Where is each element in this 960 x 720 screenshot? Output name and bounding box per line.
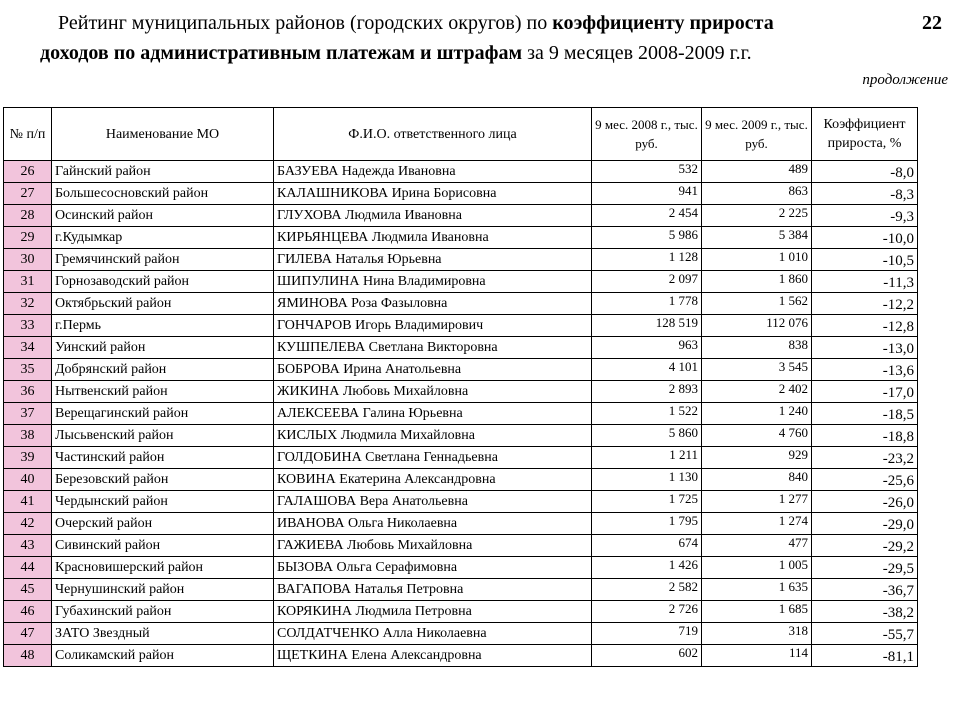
municipality-name: Нытвенский район — [52, 381, 274, 403]
value-2009: 1 274 — [702, 513, 812, 535]
table-row — [4, 161, 918, 183]
value-2008: 674 — [592, 535, 702, 557]
municipality-name: Соликамский район — [52, 645, 274, 667]
header-num: № п/п — [4, 108, 52, 161]
title-line1-bold: коэффициенту прироста — [552, 12, 774, 34]
value-2009: 929 — [702, 447, 812, 469]
row-number: 48 — [4, 645, 52, 667]
row-number: 26 — [4, 161, 52, 183]
table-row — [4, 557, 918, 579]
responsible-person: КИРЬЯНЦЕВА Людмила Ивановна — [274, 227, 592, 249]
row-number: 46 — [4, 601, 52, 623]
header-coef: Коэффициент прироста, % — [812, 108, 918, 161]
value-2008: 1 128 — [592, 249, 702, 271]
row-number: 27 — [4, 183, 52, 205]
table-row — [4, 381, 918, 403]
row-number: 36 — [4, 381, 52, 403]
value-2009: 112 076 — [702, 315, 812, 337]
municipality-name: Лысьвенский район — [52, 425, 274, 447]
row-number: 31 — [4, 271, 52, 293]
value-2009: 477 — [702, 535, 812, 557]
municipality-name: Гайнский район — [52, 161, 274, 183]
value-2008: 1 211 — [592, 447, 702, 469]
responsible-person: ЩЕТКИНА Елена Александровна — [274, 645, 592, 667]
responsible-person: ГАЛАШОВА Вера Анатольевна — [274, 491, 592, 513]
row-number: 47 — [4, 623, 52, 645]
growth-coefficient: -29,2 — [812, 535, 918, 557]
title-line2-bold: доходов по административным платежам и штрафам — [40, 42, 523, 64]
value-2009: 1 860 — [702, 271, 812, 293]
growth-coefficient: -26,0 — [812, 491, 918, 513]
value-2008: 963 — [592, 337, 702, 359]
municipality-name: Верещагинский район — [52, 403, 274, 425]
value-2008: 602 — [592, 645, 702, 667]
value-2008: 1 426 — [592, 557, 702, 579]
value-2008: 719 — [592, 623, 702, 645]
growth-coefficient: -17,0 — [812, 381, 918, 403]
row-number: 35 — [4, 359, 52, 381]
growth-coefficient: -55,7 — [812, 623, 918, 645]
table-row — [4, 601, 918, 623]
table-row — [4, 491, 918, 513]
growth-coefficient: -29,5 — [812, 557, 918, 579]
growth-coefficient: -10,0 — [812, 227, 918, 249]
responsible-person: СОЛДАТЧЕНКО Алла Николаевна — [274, 623, 592, 645]
table-row — [4, 535, 918, 557]
growth-coefficient: -12,8 — [812, 315, 918, 337]
municipality-name: Губахинский район — [52, 601, 274, 623]
municipality-name: Чердынский район — [52, 491, 274, 513]
responsible-person: БАЗУЕВА Надежда Ивановна — [274, 161, 592, 183]
growth-coefficient: -9,3 — [812, 205, 918, 227]
growth-coefficient: -11,3 — [812, 271, 918, 293]
value-2009: 1 005 — [702, 557, 812, 579]
value-2009: 4 760 — [702, 425, 812, 447]
value-2009: 489 — [702, 161, 812, 183]
responsible-person: ЖИКИНА Любовь Михайловна — [274, 381, 592, 403]
municipality-name: Красновишерский район — [52, 557, 274, 579]
table-header-row — [4, 108, 918, 161]
row-number: 43 — [4, 535, 52, 557]
table-row — [4, 579, 918, 601]
row-number: 28 — [4, 205, 52, 227]
value-2009: 2 402 — [702, 381, 812, 403]
value-2008: 5 986 — [592, 227, 702, 249]
municipality-name: Сивинский район — [52, 535, 274, 557]
growth-coefficient: -23,2 — [812, 447, 918, 469]
table-row — [4, 425, 918, 447]
responsible-person: ГОЛДОБИНА Светлана Геннадьевна — [274, 447, 592, 469]
value-2009: 3 545 — [702, 359, 812, 381]
value-2008: 2 582 — [592, 579, 702, 601]
row-number: 45 — [4, 579, 52, 601]
value-2009: 1 685 — [702, 601, 812, 623]
value-2008: 4 101 — [592, 359, 702, 381]
value-2009: 318 — [702, 623, 812, 645]
table-row — [4, 205, 918, 227]
municipality-name: Осинский район — [52, 205, 274, 227]
page-number: 22 — [922, 12, 942, 34]
table-row — [4, 403, 918, 425]
table-row — [4, 359, 918, 381]
row-number: 41 — [4, 491, 52, 513]
responsible-person: ГЛУХОВА Людмила Ивановна — [274, 205, 592, 227]
row-number: 30 — [4, 249, 52, 271]
municipality-name: Очерский район — [52, 513, 274, 535]
row-number: 29 — [4, 227, 52, 249]
responsible-person: КАЛАШНИКОВА Ирина Борисовна — [274, 183, 592, 205]
value-2008: 5 860 — [592, 425, 702, 447]
title-line2-text: за 9 месяцев 2008-2009 г.г. — [522, 42, 752, 64]
municipality-name: Березовский район — [52, 469, 274, 491]
responsible-person: КОВИНА Екатерина Александровна — [274, 469, 592, 491]
table-row — [4, 271, 918, 293]
table-row — [4, 447, 918, 469]
growth-coefficient: -18,5 — [812, 403, 918, 425]
value-2009: 1 277 — [702, 491, 812, 513]
table-row — [4, 623, 918, 645]
title-line1-text: Рейтинг муниципальных районов (городских округов) по — [58, 12, 553, 34]
responsible-person: ЯМИНОВА Роза Фазыловна — [274, 293, 592, 315]
value-2008: 1 795 — [592, 513, 702, 535]
responsible-person: ГАЖИЕВА Любовь Михайловна — [274, 535, 592, 557]
value-2009: 2 225 — [702, 205, 812, 227]
responsible-person: АЛЕКСЕЕВА Галина Юрьевна — [274, 403, 592, 425]
table-row — [4, 469, 918, 491]
responsible-person: ГИЛЕВА Наталья Юрьевна — [274, 249, 592, 271]
municipality-name: Гремячинский район — [52, 249, 274, 271]
table-row — [4, 249, 918, 271]
row-number: 44 — [4, 557, 52, 579]
row-number: 42 — [4, 513, 52, 535]
municipality-name: Горнозаводский район — [52, 271, 274, 293]
growth-coefficient: -29,0 — [812, 513, 918, 535]
municipality-name: г.Пермь — [52, 315, 274, 337]
municipality-name: Частинский район — [52, 447, 274, 469]
table-row — [4, 183, 918, 205]
value-2008: 2 726 — [592, 601, 702, 623]
value-2009: 1 240 — [702, 403, 812, 425]
row-number: 34 — [4, 337, 52, 359]
growth-coefficient: -36,7 — [812, 579, 918, 601]
value-2008: 532 — [592, 161, 702, 183]
growth-coefficient: -25,6 — [812, 469, 918, 491]
growth-coefficient: -8,3 — [812, 183, 918, 205]
value-2008: 1 778 — [592, 293, 702, 315]
responsible-person: КОРЯКИНА Людмила Петровна — [274, 601, 592, 623]
value-2008: 1 522 — [592, 403, 702, 425]
value-2008: 128 519 — [592, 315, 702, 337]
responsible-person: ШИПУЛИНА Нина Владимировна — [274, 271, 592, 293]
row-number: 40 — [4, 469, 52, 491]
growth-coefficient: -10,5 — [812, 249, 918, 271]
value-2008: 2 097 — [592, 271, 702, 293]
table-row — [4, 293, 918, 315]
responsible-person: КУШПЕЛЕВА Светлана Викторовна — [274, 337, 592, 359]
value-2008: 2 893 — [592, 381, 702, 403]
growth-coefficient: -81,1 — [812, 645, 918, 667]
growth-coefficient: -13,0 — [812, 337, 918, 359]
value-2009: 1 562 — [702, 293, 812, 315]
responsible-person: БЫЗОВА Ольга Серафимовна — [274, 557, 592, 579]
header-2009: 9 мес. 2009 г., тыс. руб. — [702, 108, 812, 161]
municipality-name: Октябрьский район — [52, 293, 274, 315]
responsible-person: БОБРОВА Ирина Анатольевна — [274, 359, 592, 381]
value-2009: 838 — [702, 337, 812, 359]
rating-table — [3, 107, 918, 667]
value-2008: 2 454 — [592, 205, 702, 227]
responsible-person: КИСЛЫХ Людмила Михайловна — [274, 425, 592, 447]
growth-coefficient: -13,6 — [812, 359, 918, 381]
municipality-name: Добрянский район — [52, 359, 274, 381]
table-row — [4, 645, 918, 667]
header-person: Ф.И.О. ответственного лица — [274, 108, 592, 161]
value-2008: 1 725 — [592, 491, 702, 513]
header-2008: 9 мес. 2008 г., тыс. руб. — [592, 108, 702, 161]
table-row — [4, 227, 918, 249]
growth-coefficient: -38,2 — [812, 601, 918, 623]
header-name: Наименование МО — [52, 108, 274, 161]
value-2008: 941 — [592, 183, 702, 205]
value-2009: 1 635 — [702, 579, 812, 601]
continuation-label: продолжение — [862, 72, 948, 88]
responsible-person: ГОНЧАРОВ Игорь Владимирович — [274, 315, 592, 337]
table-row — [4, 513, 918, 535]
table-row — [4, 337, 918, 359]
value-2009: 1 010 — [702, 249, 812, 271]
growth-coefficient: -18,8 — [812, 425, 918, 447]
responsible-person: ВАГАПОВА Наталья Петровна — [274, 579, 592, 601]
value-2009: 114 — [702, 645, 812, 667]
growth-coefficient: -12,2 — [812, 293, 918, 315]
municipality-name: ЗАТО Звездный — [52, 623, 274, 645]
row-number: 33 — [4, 315, 52, 337]
responsible-person: ИВАНОВА Ольга Николаевна — [274, 513, 592, 535]
table-row — [4, 315, 918, 337]
row-number: 37 — [4, 403, 52, 425]
row-number: 39 — [4, 447, 52, 469]
page-title — [40, 8, 940, 68]
row-number: 38 — [4, 425, 52, 447]
growth-coefficient: -8,0 — [812, 161, 918, 183]
municipality-name: Большесосновский район — [52, 183, 274, 205]
value-2009: 840 — [702, 469, 812, 491]
value-2009: 863 — [702, 183, 812, 205]
row-number: 32 — [4, 293, 52, 315]
value-2009: 5 384 — [702, 227, 812, 249]
municipality-name: Чернушинский район — [52, 579, 274, 601]
municipality-name: Уинский район — [52, 337, 274, 359]
table-body — [4, 161, 918, 667]
value-2008: 1 130 — [592, 469, 702, 491]
municipality-name: г.Кудымкар — [52, 227, 274, 249]
